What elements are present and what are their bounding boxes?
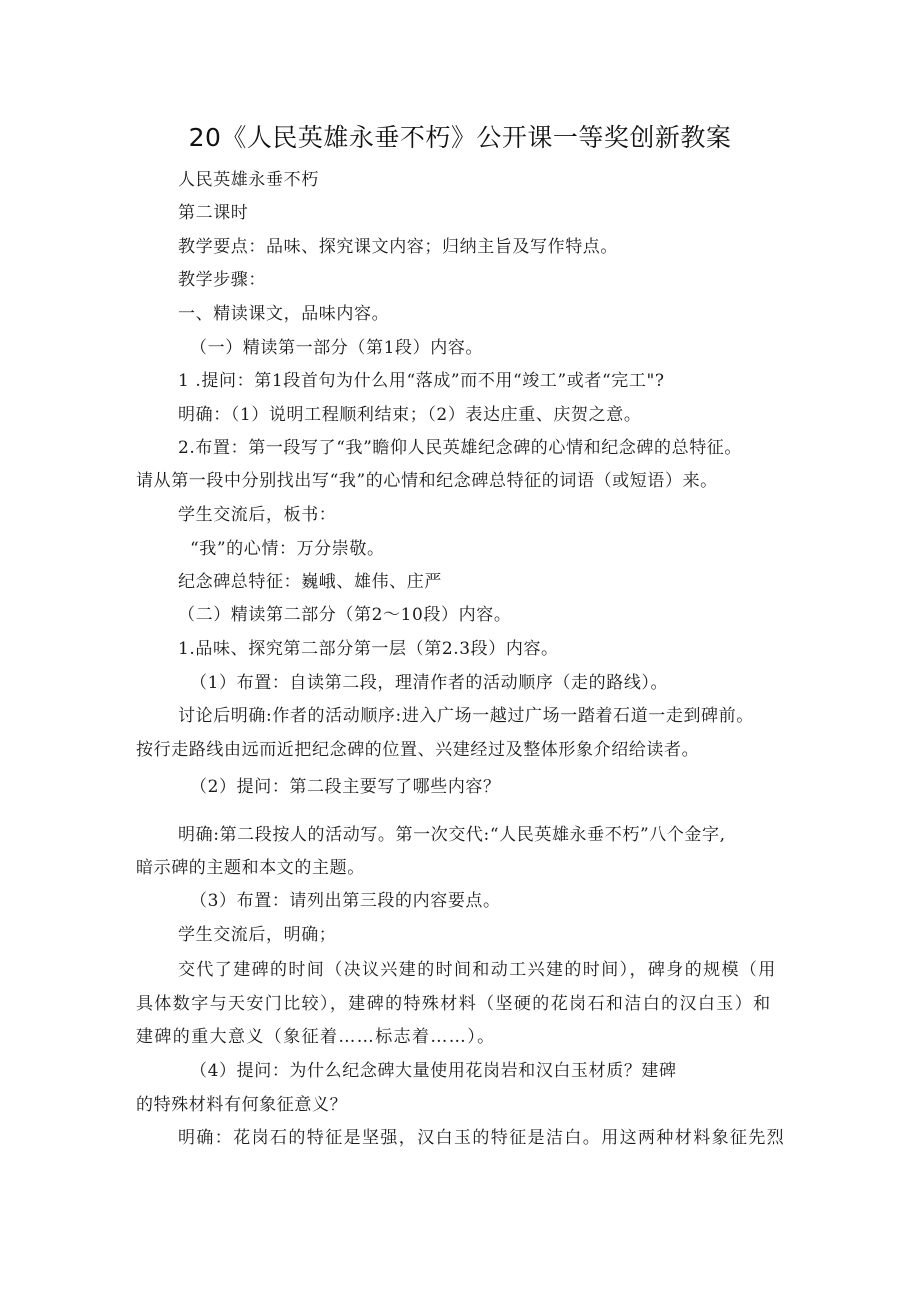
text-line-answer-1: 明确：（1）说明工程顺利结束；（2）表达庄重、庆贺之意。	[178, 405, 642, 425]
text-line-answer-2: 明确:第二段按人的活动写。第一次交代:“人民英雄永垂不朽”八个金字,	[178, 825, 726, 845]
text-line-mood: “我”的心情：万分崇敬。	[190, 539, 385, 559]
text-line-task-1: （1）布置：自读第二段，理清作者的活动顺序（走的路线）。	[190, 673, 669, 693]
text-line-answer-3-end: 建碑的重大意义（象征着……标志着……）。	[136, 1027, 496, 1047]
text-line-student-clarify: 学生交流后，明确；	[178, 925, 337, 945]
text-line-answer-3: 交代了建碑的时间（决议兴建的时间和动工兴建的时间），碑身的规模（用	[178, 960, 777, 980]
text-line-question-4: （4）提问：为什么纪念碑大量使用花岗岩和汉白玉材质？建碑	[190, 1061, 677, 1081]
text-line-subsection-1: 1.品味、探究第二部分第一层（第2.3段）内容。	[178, 639, 559, 659]
text-line-question-4-cont: 的特殊材料有何象征意义？	[136, 1095, 348, 1115]
text-line-part-two: （二）精读第二部分（第2〜10段）内容。	[178, 605, 512, 625]
text-line-monument-features: 纪念碑总特征：巍峨、雄伟、庄严	[178, 572, 442, 592]
text-line-lesson-period: 第二课时	[178, 203, 249, 223]
text-line-section-one: 一、精读课文，品味内容。	[178, 304, 390, 324]
text-line-lesson-name: 人民英雄永垂不朽	[178, 170, 319, 190]
text-line-answer-4: 明确：花岗石的特征是坚强，汉白玉的特征是洁白。用这两种材料象征先烈	[178, 1128, 786, 1148]
text-line-discussion-cont: 按行走路线由远而近把纪念碑的位置、兴建经过及整体形象介绍给读者。	[136, 740, 700, 760]
text-line-answer-2-cont: 暗示碑的主题和本文的主题。	[136, 858, 365, 878]
text-line-answer-3-cont: 具体数字与天安门比较），建碑的特殊材料（坚硬的花岗石和洁白的汉白玉）和	[136, 994, 772, 1014]
text-line-part-one: （一）精读第一部分（第1段）内容。	[190, 338, 484, 358]
text-line-discussion: 讨论后明确:作者的活动顺序:进入广场一越过广场一踏着石道一走到碑前。	[178, 706, 754, 726]
text-line-key-points: 教学要点：品味、探究课文内容；归纳主旨及写作特点。	[178, 237, 618, 257]
text-line-task-2-cont: 请从第一段中分别找出写“我”的心情和纪念碑总特征的词语（或短语）来。	[136, 471, 718, 491]
text-line-task-2: 2.布置：第一段写了“我”瞻仰人民英雄纪念碑的心情和纪念碑的总特征。	[178, 438, 742, 458]
text-line-question-2: （2）提问：第二段主要写了哪些内容？	[190, 777, 501, 797]
text-line-student-exchange: 学生交流后，板书：	[178, 505, 337, 525]
text-line-steps-heading: 教学步骤：	[178, 270, 266, 290]
text-line-question-1: 1 .提问：第1段首句为什么用“落成”而不用“竣工”或者“完工"?	[178, 371, 665, 391]
text-line-task-3: （3）布置：请列出第三段的内容要点。	[190, 891, 501, 911]
document-title: 20《人民英雄永垂不朽》公开课一等奖创新教案	[188, 123, 732, 152]
